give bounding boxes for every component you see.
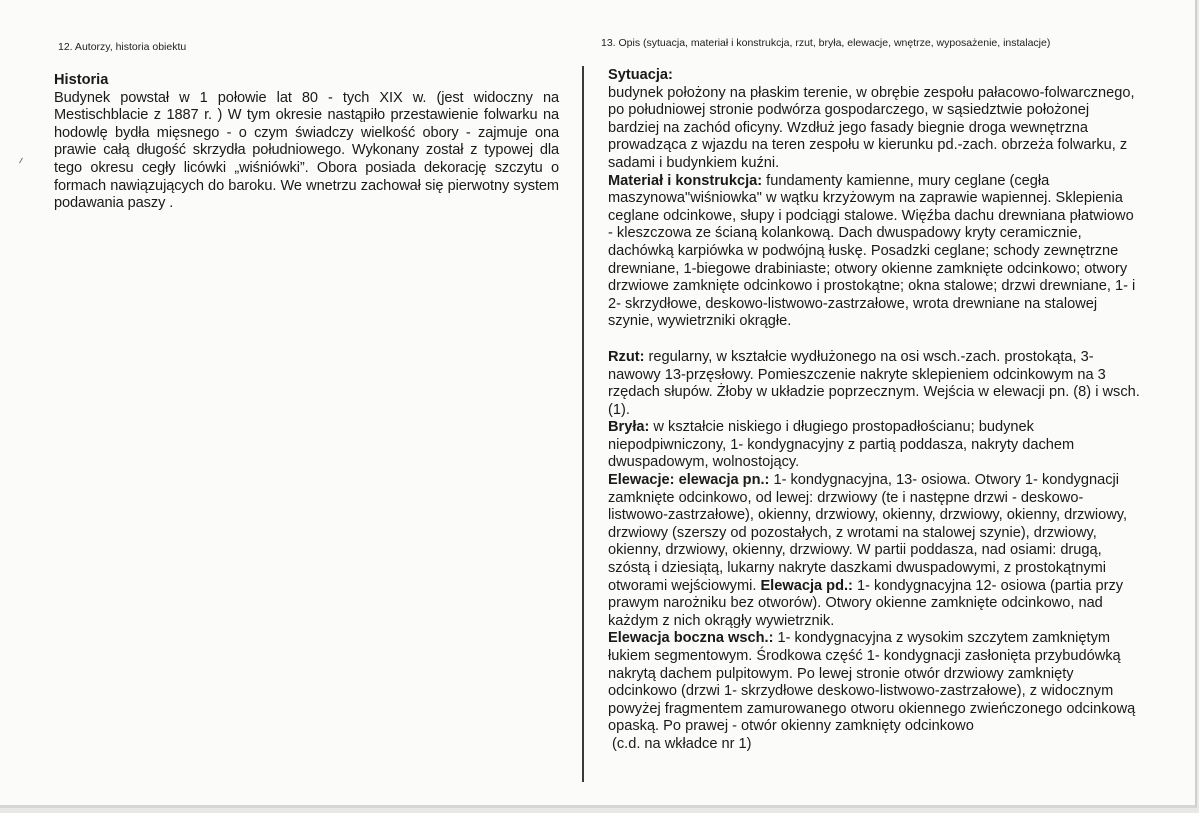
description-column xyxy=(608,67,1142,754)
section-13-header: 13. Opis (sytuacja, materiał i konstrukcja, rzut, bryła, elewacje, wnętrze, wyposażenie, instalacje) xyxy=(601,37,1051,49)
column-divider xyxy=(582,66,584,782)
history-column xyxy=(54,72,559,213)
rzut-label: Rzut: xyxy=(608,348,645,365)
sytuacja-label: Sytuacja: xyxy=(608,67,673,83)
history-text: Budynek powstał w 1 połowie lat 80 - tych XIX w. (jest widoczny na Mestischblacie z 1887 r. ) W tym okresie nastąpiło przestawienie folwarku na hodowlę bydła mięsnego - o czym świadczy wielkość obory - zajmuje ona prawie całą długość skrzydła południowego. Wykonany został z typowej dla tego okresu cegły licówki „wiśniówki”. Obora posiada dekorację szczytu o formach nawiązujących do baroku. We wnetrzu zachował się pierwotny system podawania paszy . xyxy=(54,89,559,212)
continuation-note: (c.d. na wkładce nr 1) xyxy=(612,735,752,752)
boczna-label: Elewacja boczna wsch.: xyxy=(608,630,774,647)
section-12-header: 12. Autorzy, historia obiektu xyxy=(58,41,187,53)
history-heading: Historia xyxy=(54,72,109,88)
material-label: Materiał i konstrukcja: xyxy=(608,172,763,189)
paragraph-gap xyxy=(608,331,1142,349)
bryla-paragraph xyxy=(608,419,1142,472)
rzut-paragraph xyxy=(608,349,1142,419)
boczna-paragraph xyxy=(608,630,1142,736)
elewacje-label: Elewacje: elewacja pn.: xyxy=(608,472,770,489)
material-text: fundamenty kamienne, mury ceglane (cegła maszynowa"wiśniowka" w wątku krzyżowym na zaprawie wapiennej. Sklepienia ceglane odcinkowe, słupy i podciągi stalowe. Więźba dachu drewniana płatwiowo - kleszczowa ze ścianą kolankową. Dach dwuspadowy kryty ceramicznie, dachówką karpiówka w podwójną łuskę. Posadzki ceglane; schody zewnętrzne drewniane, 1-biegowe drabiniaste; otwory okienne zamknięte odcinkowo; otwory drzwiowe zamknięte odcinkowo i prostokątne; okna stalowe; drzwi drewniane, 1- i 2- skrzydłowe, deskowo-listwowo-zastrzałowe, wrota drewniane na stalowej szynie, wywietrzniki okrągłe. xyxy=(608,172,1136,330)
bryla-text: w kształcie niskiego i długiego prostopadłościanu; budynek niepodpiwniczony, 1- kondygnacyjny z partią poddasza, nakryty dachem dwuspadowym, wolnostojący. xyxy=(608,419,1075,471)
elewacje-text: 1- kondygnacyjna, 13- osiowa. Otwory 1- kondygnacji zamknięte odcinkowo, od lewej: drzwiowy (te i następne drzwi - deskowo-listwowo-zastrzałowe), okienny, drzwiowy, okienny, drzwiowy, okienny, drzwiowy, drzwiowy (szerszy od pozostałych, z wrotami na stalowej szynie), drzwiowy, okienny, drzwiowy, okienny, drzwiowy. W partii poddasza, nad osiami: drugą, szóstą i dziesiątą, lukarny nakryte daszkami dwuspadowymi, z prostokątnymi otworami wejściowymi. xyxy=(608,472,1128,594)
rzut-text: regularny, w kształcie wydłużonego na osi wsch.-zach. prostokąta, 3-nawowy 13-przęsłowy. Pomieszczenie nakryte sklepieniem odcinkowym na 3 rzędach słupów. Żłoby w układzie poprzecznym. Wejścia w elewacji pn. (8) i wsch. (1). xyxy=(608,348,1140,418)
elewacja-pd-text: 1- kondygnacyjna 12- osiowa (partia przy prawym narożniku bez otworów). Otwory okienne zamknięte odcinkowo, nad każdym z nich okrągły wywietrznik. xyxy=(608,577,1124,629)
elewacje-paragraph xyxy=(608,472,1142,630)
elewacja-pd-label: Elewacja pd.: xyxy=(760,577,853,594)
pen-mark xyxy=(19,158,23,164)
bryla-label: Bryła: xyxy=(608,419,650,436)
sytuacja-paragraph xyxy=(608,67,1142,173)
sytuacja-text: budynek położony na płaskim terenie, w obrębie zespołu pałacowo-folwarcznego, po południowej stronie podwórza gospodarczego, w sąsiedztwie położonej bardziej na zachód oficyny. Wzdłuż jego fasady biegnie droga wewnętrzna prowadząca z wjazdu na teren zespołu w kierunku pd.-zach. obrzeża folwarku, z sadami i budynkiem kuźni. xyxy=(608,84,1135,171)
boczna-text: 1- kondygnacyjna z wysokim szczytem zamkniętym łukiem segmentowym. Środkowa część 1- kondygnacji zasłonięta przybudówką nakrytą dachem pulpitowym. Po lewej stronie otwór drzwiowy zamknięty odcinkowo (drzwi 1- skrzydłowe deskowo-listwowo-zastrzałowe), z widocznym powyżej fragmentem zamurowanego otworu okiennego zwieńczonego odcinkową opaską. Po prawej - otwór okienny zamknięty odcinkowo xyxy=(608,630,1136,735)
material-paragraph xyxy=(608,173,1142,331)
